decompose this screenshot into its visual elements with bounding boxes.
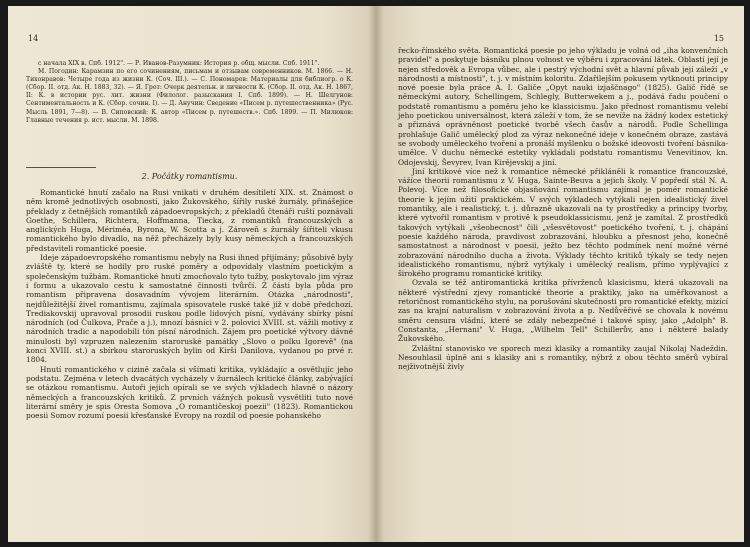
paragraph: Ideje západoevropského romantismu nebyly na Rusi ihned přijímány; působivě byly zvláště ty, které se hodily pro ruské poměry a odpovídaly vlastním poetickým a společenským tužbám. Romantické hnutí zmocňovalo tyto tužby, poskytovalo jim výraz i formu a ukazovalo cestu k samostatné činnosti tvůrčí. Z části byla půda pro romantism připravena dosavadním vývojem literárním. Otázka „národnosti", nejdůležitější živel romantismu, zajímala spisovatele ruské také již v době předchozí. Trediakovskij upravoval prosodii ruskou podle lidových písní, vydávány sbírky písní národních (od Čulkova, Prače a j.), mnozí básníci v 2. polovici XVIII. st. vážili motivy z národních tradic a napodobili tón písní národních. Zájem pro poetické výtvory dávné minulosti byl vzpruzen nalezením staroruské památky „Slovo o polku Igorevě" (na konci XVIII. st.) a sbírkou staroruských bylin od Kirši Danilova, vydanou po prvé r. 1804. (26, 253, 353, 365)
paragraph: Jiní kritikové více než k romantice německé přikláněli k romantice francouzské, vážíce theorii romantismu z V. Huga, Sainte-Beuva a jejich školy. V popředí stál N. A. Polevoj. Více než filosofické objasňování romantismu zajímal je pomér romantické theorie k jejím užití praktickém. V svých výkladech vytýkali nejen idealistický živel romantiky, ale i realistický, t. j. důrazně ukazovali na ty prostředky a principy tvorby, které vytvořil romantism v protivě k pseudoklassicismu, jenž je zamítal. Z prostředků takových vytýkali „všeobecnost" čili „všesvětovost" poetického tvoření, t. j. chápání poesie každého národa, pravdivost zobrazování, hloubku a přesnost jeho, konečně samostatnost a národnost v poesii, ježto bez těchto podmínek není možné vérné zobrazování národního ducha a života. Výklady těchto kritiků týkaly se tedy nejen idealistického romantismu, nýbrž vytýkaly i umělecký realism, přímo vyplývající z širokého programu romantické kritiky. (398, 166, 728, 279)
footnote: М. Погодин: Карамзин по его сочинениям, письмам и отзывам современников. М. 1866. — Н. Тихонравов: Четыре года из жизни К. (Соч. III.). — С. Пономарев: Материалы для библиогр. о К. (Сбор. II. отд. Ак. Н. 1883, 32). — Я. Грот: Очерк деятельн. и личности К. (Сбор. II. отд. Ак. Н. 1867, II: К. в истории рус. лит. жизни (Филолог. разыскания I. Спб. 1899). — Н. Шелгунов: Сентиментальность и К. (Сбор. сочин. I). — Д. Анучин: Сведение «Писем р. путешественника» (Рус. Мысль 1891, 7—8). — В. Сиповский: К. автор «Писем р. путешеств.». Спб. 1899. — П. Милюков: Главные течения р. ист. мысли. М. 1898. (26, 68, 353, 124)
left-page (8, 6, 376, 542)
footnote: с начала XIX в. Спб. 1912". — Р. Иванов-Разумник: История р. общ. мысли. Спб. 1911". (38, 60, 320, 67)
footnotes (26, 60, 353, 125)
paragraph: řecko-římského světa. Romantická poesie po jeho výkladu je volná od „iha konvenčních pravidel" a poskytuje básníku plnou volnost ve výběru i zpracování látek. Oblastí její je nejen středověk a Evropa vůbec, ale i pestrý východní svět a hlavní půvab její záleží „v národnosti a místnosti", t. j. v místním koloritu. Zdařilejším pokusem vytknouti principy nové poesie byla práce A. I. Galiče „Opyt nauki izjaščnago" (1825). Galič řídě se německými autory, Schellingem, Schlegly, Butterwekem a j., podává řadu poučení o podstatě romantismu a poměru jeho ke klassicismu. Jako přednost romantismu velebí jeho poetickou universálnost, která záleží v tom, že se nevíže na žádný kodex estetický a přiznává oprávněnost poetické tvorbě všech časův a národů. Podle Schellinga prohlašuje Galič umělecký plod za výraz nekonečné ideje v konečném obraze, zastává se svobody uměleckého tvoření a pronáší myšlenku o božské ideovosti tvoření básnika-umělce. V duchu německé estetiky vykládali podstatu romantismu Venevitinov, kn. Odojevskij, Ševyrev, Ivan Kirějevskij a jiní. (398, 46, 728, 167)
left-body-text (26, 188, 353, 420)
footnote-divider (26, 167, 96, 168)
paragraph: Zvláštní stanovisko ve sporech mezi klasiky a romantiky zaujal Nikolaj Nadeždin. Nesouhlasil úplně ani s klasiky ani s romantiky, nýbrž z obou těchto směrů vybíral nejživotnější živly (398, 343, 728, 372)
book-gutter (368, 6, 384, 542)
paragraph: Romantické hnutí začalo na Rusi vnikati v druhém desítiletí XIX. st. Známost o něm kromě jednotlivých osobností, jako Žukovského, šířily ruské žurnály, přinášejíce překlady z četnějších romantiků západoevropských; z překladů čtenáři ruští poznávali Goethe, Schillera, Richtera, Hoffmanna, Tiecka, z romantiků francouzských a anglických Huga, Mériméa, Byrona, W. Scotta a j. Zároveň s žurnály šířiteli vkusu romantického bylo divadlo, na něž přecházely byly kusy německých a francouzských představiteli romantické poesie. (26, 188, 353, 253)
paragraph: Ozvala se též antiromantická kritika přívrženců klasicismu, která ukazovali na některé výstřední zjevy romantické theorie a praktiky, jako na uměřkovanost a retoričnost romantického stylu, na porušování skutečnosti pro romantické efekty, mizící zas na krajní naturalism v zobrazování života a p. Nedůvěřivě se chovala k novému směru censura vládní, které se zdály nebezpečné i takové spisy, jako „Adolph" B. Constanta, „Hernani" V. Huga, „Wilhelm Tell" Schillerův, ano i některé balady Žukovského. (398, 278, 728, 344)
right-page (376, 6, 744, 542)
page-number-left: 14 (28, 34, 39, 43)
book-spread (8, 6, 744, 542)
paragraph: Hnutí romantického v cizině začala si všímati kritika, vykládajíc a osvětlujíc jeho podstatu. Zejména v letech dvacátých vycházely v žurnálech kritické články, zabývající se otázkou romantismu. Autoři jejich opírali se ve svých výkladech hlavně o názory německých a francouzských kritiků. Z prvních vážných pokusů vysvětliti tuto nové literární směry je spis Oresta Somova „O romantičeskoj poezii" (1823). Romantickou poesii Somov rozumí poesii křesťanské Evropy na rozdíl od poesie pohanského (26, 364, 353, 421)
right-body-text (398, 46, 728, 371)
page-number-right: 15 (713, 34, 724, 43)
section-heading: 2. Počátky romantismu. (141, 172, 238, 181)
